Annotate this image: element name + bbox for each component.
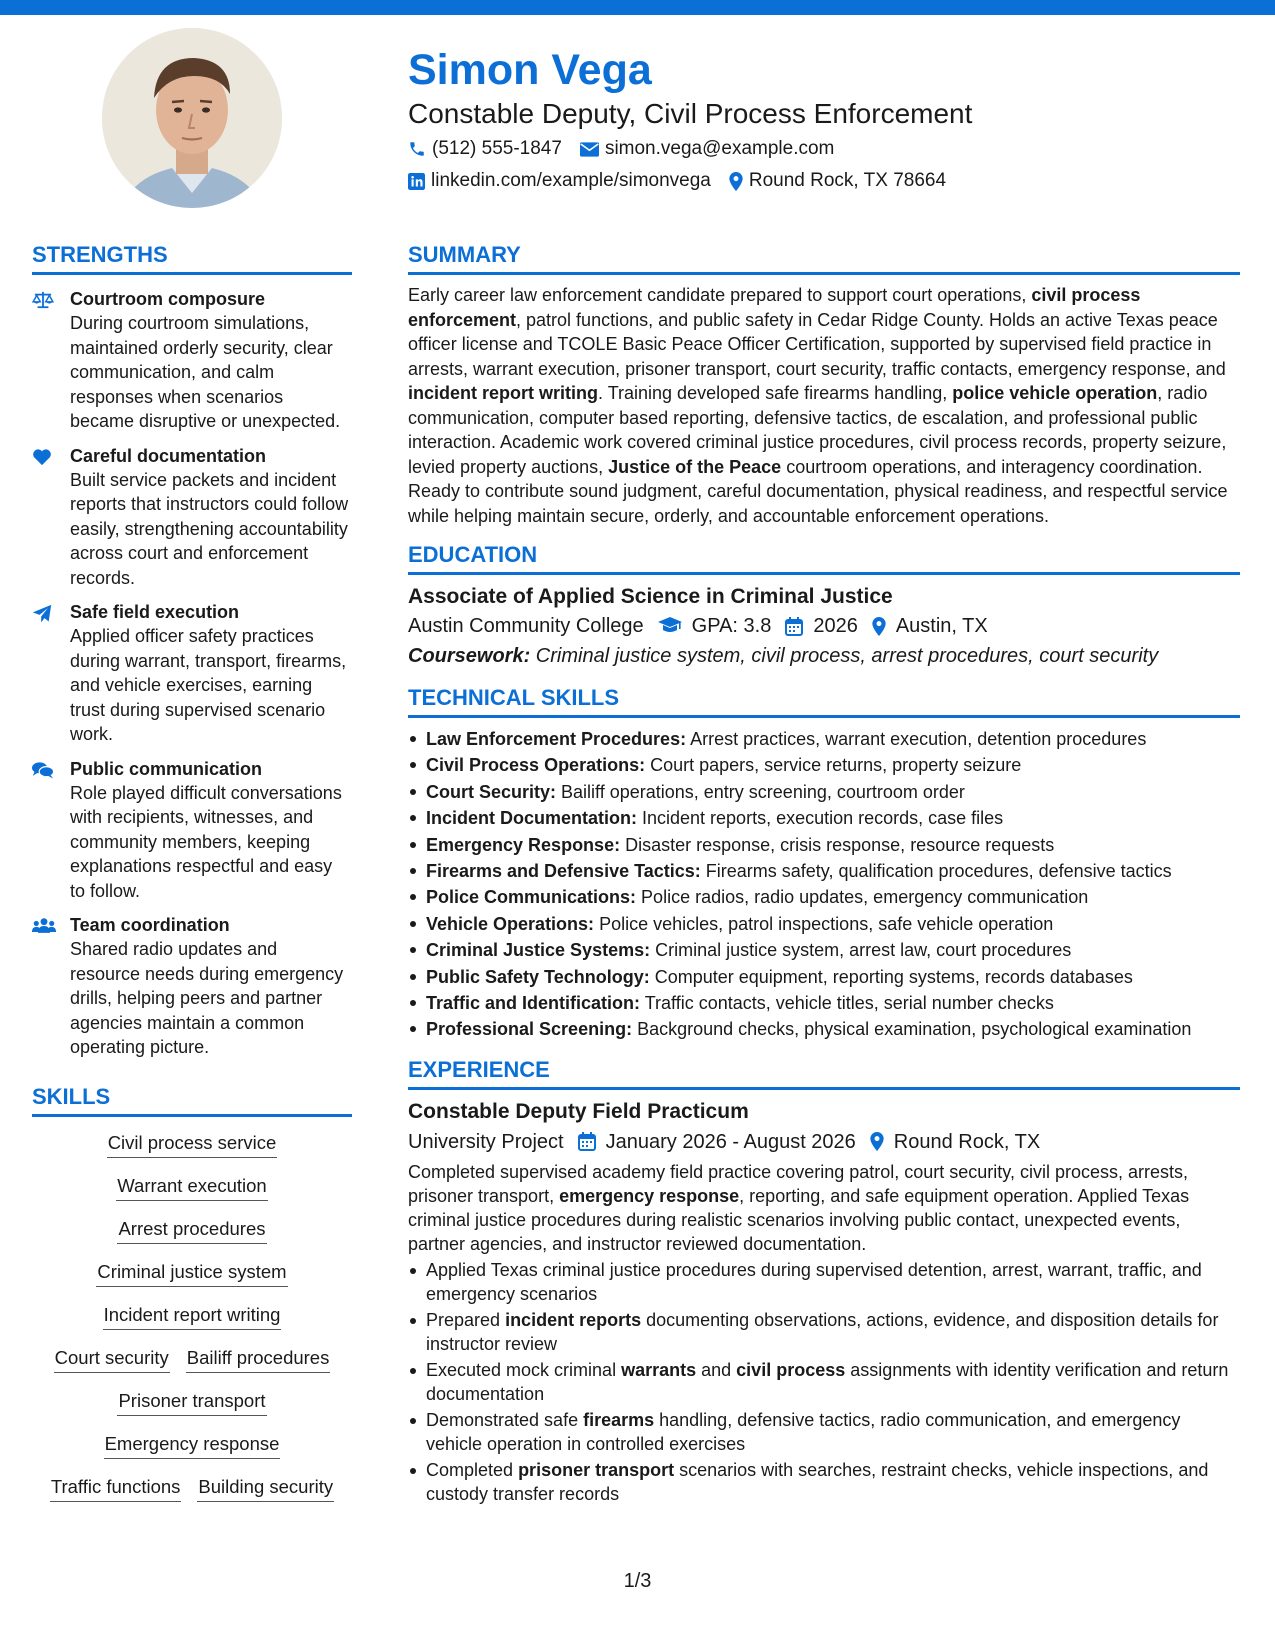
strength-title: Safe field execution <box>70 602 240 622</box>
edu-location-item <box>872 611 988 641</box>
education-details <box>408 611 1240 641</box>
emphasis-text: prisoner transport <box>518 1459 675 1480</box>
technical-skill-item <box>408 858 1240 884</box>
coursework-label: Coursework: <box>408 645 531 667</box>
strength-item <box>32 757 352 904</box>
skill-chip: Building security <box>197 1475 334 1502</box>
technical-skill-value: Computer equipment, reporting systems, records databases <box>649 966 1133 987</box>
technical-skill-label: Police Communications: <box>426 887 637 908</box>
technical-skill-value: Criminal justice system, arrest law, court procedures <box>650 940 1072 961</box>
job-org <box>408 1126 564 1158</box>
skills-row <box>32 1389 352 1416</box>
technical-skill-label: Professional Screening: <box>426 1019 633 1040</box>
location-contact <box>729 166 946 196</box>
job-bullet <box>408 1258 1240 1306</box>
linkedin-contact[interactable] <box>408 166 711 196</box>
year-item <box>785 611 858 641</box>
technical-skill-label: Public Safety Technology: <box>426 966 650 987</box>
strength-body <box>70 913 352 1060</box>
skills-row <box>32 1131 352 1158</box>
technical-skill-item <box>408 911 1240 937</box>
skills-heading: SKILLS <box>32 1082 352 1117</box>
technical-skill-label: Law Enforcement Procedures: <box>426 729 687 749</box>
skill-chip: Arrest procedures <box>117 1217 266 1244</box>
text-run: , reporting, and safe equipment operation. Applied Texas criminal justice procedures during realistic scenarios involving public contact, unexpected events, partner agencies, and instructor reviewed documentation. <box>408 1185 1190 1254</box>
calendar-icon <box>578 1132 596 1151</box>
email-text: simon.vega@example.com <box>604 138 835 159</box>
technical-skill-item <box>408 1016 1240 1042</box>
graduation-cap-icon <box>658 617 682 635</box>
strength-description: Role played difficult conversations with recipients, witnesses, and community members, keeping explanations respectful and easy to follow. <box>70 782 342 901</box>
skill-chip: Court security <box>54 1346 170 1373</box>
job-bullet <box>408 1358 1240 1406</box>
emphasis-text: emergency response <box>559 1185 740 1206</box>
chat-icon <box>32 757 70 904</box>
job-org-text: University Project <box>408 1130 564 1153</box>
heart-icon <box>32 444 70 591</box>
linkedin-icon <box>408 173 425 190</box>
edu-location-text: Austin, TX <box>895 615 988 637</box>
technical-skill-value: Background checks, physical examination, psychological examination <box>632 1019 1192 1040</box>
page-indicator: 1/3 <box>623 1570 652 1592</box>
skills-row <box>32 1174 352 1201</box>
coursework <box>408 641 1240 671</box>
technical-skill-value: Firearms safety, qualification procedures, defensive tactics <box>700 861 1172 882</box>
summary-heading: SUMMARY <box>408 240 1240 275</box>
phone-icon <box>408 140 426 158</box>
technical-skill-item <box>408 805 1240 831</box>
technical-skill-item <box>408 990 1240 1016</box>
skill-chip: Civil process service <box>107 1131 278 1158</box>
job-description <box>408 1160 1240 1256</box>
gpa-item <box>658 611 772 641</box>
technical-skill-label: Incident Documentation: <box>426 808 637 829</box>
job-location-text: Round Rock, TX <box>893 1130 1041 1153</box>
strength-body <box>70 757 352 904</box>
technical-skill-value: Disaster response, crisis response, resource requests <box>620 834 1055 855</box>
skills-row <box>32 1346 352 1373</box>
gpa-text: GPA: 3.8 <box>691 615 772 637</box>
map-pin-icon <box>870 1132 884 1151</box>
resume-header <box>408 44 1238 196</box>
strength-body <box>70 444 352 591</box>
skills-row <box>32 1217 352 1244</box>
text-run: and <box>696 1359 737 1380</box>
technical-skill-value: Arrest practices, warrant execution, detention procedures <box>686 729 1147 749</box>
job-bullets <box>408 1258 1240 1506</box>
school-text: Austin Community College <box>408 615 644 637</box>
emphasis-text: warrants <box>621 1359 697 1380</box>
job-bullet <box>408 1408 1240 1456</box>
skill-chip: Prisoner transport <box>117 1389 266 1416</box>
technical-skill-item <box>408 752 1240 778</box>
strength-description: During courtroom simulations, maintained orderly security, clear communication, and calm responses when scenarios became disruptive or unexpected. <box>70 313 341 431</box>
job-dates-text: January 2026 - August 2026 <box>605 1130 856 1153</box>
text-run: Early career law enforcement candidate prepared to support court operations, <box>408 285 1032 305</box>
summary-text <box>408 283 1240 528</box>
candidate-name: Simon Vega <box>408 46 652 94</box>
profile-photo <box>102 28 282 208</box>
location-text: Round Rock, TX 78664 <box>748 170 947 191</box>
phone-text: (512) 555-1847 <box>432 138 562 159</box>
technical-skill-label: Civil Process Operations: <box>426 755 646 776</box>
strength-title: Team coordination <box>70 915 230 935</box>
strength-title: Courtroom composure <box>70 289 266 309</box>
text-run: scenarios with searches, restraint checks, vehicle inspections, and custody transfer records <box>426 1459 1209 1504</box>
technical-skills-list <box>408 726 1240 1043</box>
team-icon <box>32 913 70 1060</box>
linkedin-text: linkedin.com/example/simonvega <box>431 170 711 191</box>
technical-skill-value: Police vehicles, patrol inspections, safe vehicle operation <box>594 913 1054 934</box>
coursework-text: Criminal justice system, civil process, arrest procedures, court security <box>530 645 1159 667</box>
envelope-icon <box>580 142 599 157</box>
skills-row <box>32 1260 352 1287</box>
right-column <box>408 240 1240 1508</box>
job-bullet <box>408 1308 1240 1356</box>
strength-item <box>32 444 352 591</box>
technical-skills-heading: TECHNICAL SKILLS <box>408 683 1240 718</box>
skills-row <box>32 1475 352 1502</box>
experience-heading: EXPERIENCE <box>408 1055 1240 1090</box>
degree-title: Associate of Applied Science in Criminal Justice <box>408 585 893 608</box>
strength-title: Careful documentation <box>70 445 267 466</box>
technical-skill-value: Bailiff operations, entry screening, courtroom order <box>556 781 965 802</box>
text-run: , patrol functions, and public safety in Cedar Ridge County. Holds an active Texas peace officer license and TCOLE Basic Peace Officer Certification, supported by supervised field practice in arrests, warrant execution, prisoner transport, court security, traffic contacts, emergency response, and <box>408 309 1226 379</box>
text-run: Prepared <box>426 1309 506 1330</box>
skill-chip: Warrant execution <box>116 1174 267 1201</box>
technical-skill-item <box>408 964 1240 990</box>
map-pin-icon <box>729 172 743 191</box>
contact-row-1 <box>408 134 1238 164</box>
job-title: Constable Deputy Field Practicum <box>408 1099 749 1123</box>
text-run: . Training developed safe firearms handling, <box>598 383 953 403</box>
emphasis-text: incident reports <box>505 1309 642 1330</box>
left-column <box>32 240 352 1502</box>
candidate-title: Constable Deputy, Civil Process Enforcement <box>408 98 973 129</box>
technical-skill-value: Traffic contacts, vehicle titles, serial number checks <box>640 993 1054 1014</box>
emphasis-text: firearms <box>583 1409 655 1430</box>
technical-skill-item <box>408 779 1240 805</box>
strength-body <box>70 287 352 434</box>
scale-icon <box>32 287 70 434</box>
emphasis-text: Justice of the Peace <box>608 456 782 477</box>
technical-skill-label: Court Security: <box>426 781 557 802</box>
emphasis-text: civil process enforcement <box>408 285 1141 330</box>
technical-skill-label: Firearms and Defensive Tactics: <box>426 861 701 882</box>
strength-item <box>32 287 352 434</box>
emphasis-text: civil process <box>736 1359 846 1380</box>
skill-chip: Traffic functions <box>50 1475 182 1502</box>
text-run: handling, defensive tactics, radio communication, and emergency vehicle operation in controlled exercises <box>426 1409 1181 1454</box>
education-heading: EDUCATION <box>408 540 1240 575</box>
text-run: Completed <box>426 1459 519 1480</box>
job-dates-item <box>578 1126 856 1158</box>
technical-skill-value: Police radios, radio updates, emergency communication <box>636 887 1089 908</box>
skill-chip: Emergency response <box>104 1432 281 1459</box>
strength-description: Applied officer safety practices during warrant, transport, firearms, and vehicle exercises, earning trust during supervised scenario work. <box>70 626 347 744</box>
strength-item <box>32 600 352 747</box>
skills-list <box>32 1131 352 1502</box>
strengths-heading: STRENGTHS <box>32 240 352 275</box>
school-name <box>408 611 644 641</box>
strength-body <box>70 600 352 747</box>
map-pin-icon <box>872 617 886 636</box>
technical-skill-item <box>408 884 1240 910</box>
technical-skill-value: Court papers, service returns, property seizure <box>645 755 1022 776</box>
job-bullet <box>408 1458 1240 1506</box>
text-run: , radio communication, computer based reporting, defensive tactics, de escalation, and professional public interaction. Academic work covered criminal justice procedures, civil process records, property seizure, levied property auctions, <box>408 383 1227 477</box>
email-contact[interactable] <box>580 134 834 164</box>
emphasis-text: police vehicle operation <box>952 383 1158 403</box>
technical-skill-label: Vehicle Operations: <box>426 913 595 934</box>
skills-row <box>32 1432 352 1459</box>
phone-contact[interactable] <box>408 134 562 164</box>
technical-skill-label: Traffic and Identification: <box>426 993 641 1014</box>
text-run: Demonstrated safe <box>426 1409 584 1430</box>
skills-row <box>32 1303 352 1330</box>
skill-chip: Criminal justice system <box>96 1260 287 1287</box>
job-location-item <box>870 1126 1040 1158</box>
skill-chip: Incident report writing <box>103 1303 282 1330</box>
technical-skill-label: Criminal Justice Systems: <box>426 940 651 961</box>
top-accent-bar <box>0 0 1275 15</box>
text-run: assignments with identity verification and return documentation <box>426 1359 1229 1404</box>
paper-plane-icon <box>32 600 70 747</box>
technical-skill-item <box>408 832 1240 858</box>
calendar-icon <box>785 617 803 636</box>
contact-row-2 <box>408 166 1238 196</box>
text-run: documenting observations, actions, evidence, and disposition details for instructor review <box>426 1309 1219 1354</box>
text-run: Applied Texas criminal justice procedures during supervised detention, arrest, warrant, traffic, and emergency scenarios <box>426 1259 1202 1304</box>
skill-chip: Bailiff procedures <box>186 1346 331 1373</box>
strength-description: Shared radio updates and resource needs during emergency drills, helping peers and partner agencies maintain a common operating picture. <box>70 939 344 1057</box>
technical-skill-value: Incident reports, execution records, case files <box>637 808 1004 829</box>
year-text: 2026 <box>813 615 858 637</box>
text-run: Completed supervised academy field practice covering patrol, court security, civil process, arrests, prisoner transport, <box>408 1161 1188 1206</box>
text-run: courtroom operations, and interagency coordination. Ready to contribute sound judgment, careful documentation, physical readiness, and respectful service while helping maintain secure, orderly, and accountable enforcement operations. <box>408 456 1228 526</box>
text-run: Executed mock criminal <box>426 1359 622 1380</box>
strength-description: Built service packets and incident reports that instructors could follow easily, strengthening accountability across court and enforcement records. <box>70 469 349 588</box>
strengths-list <box>32 287 352 1060</box>
strength-title: Public communication <box>70 758 263 779</box>
emphasis-text: incident report writing <box>408 383 599 403</box>
strength-item <box>32 913 352 1060</box>
technical-skill-item <box>408 726 1240 752</box>
technical-skill-item <box>408 937 1240 963</box>
job-details <box>408 1126 1240 1158</box>
technical-skill-label: Emergency Response: <box>426 834 621 855</box>
